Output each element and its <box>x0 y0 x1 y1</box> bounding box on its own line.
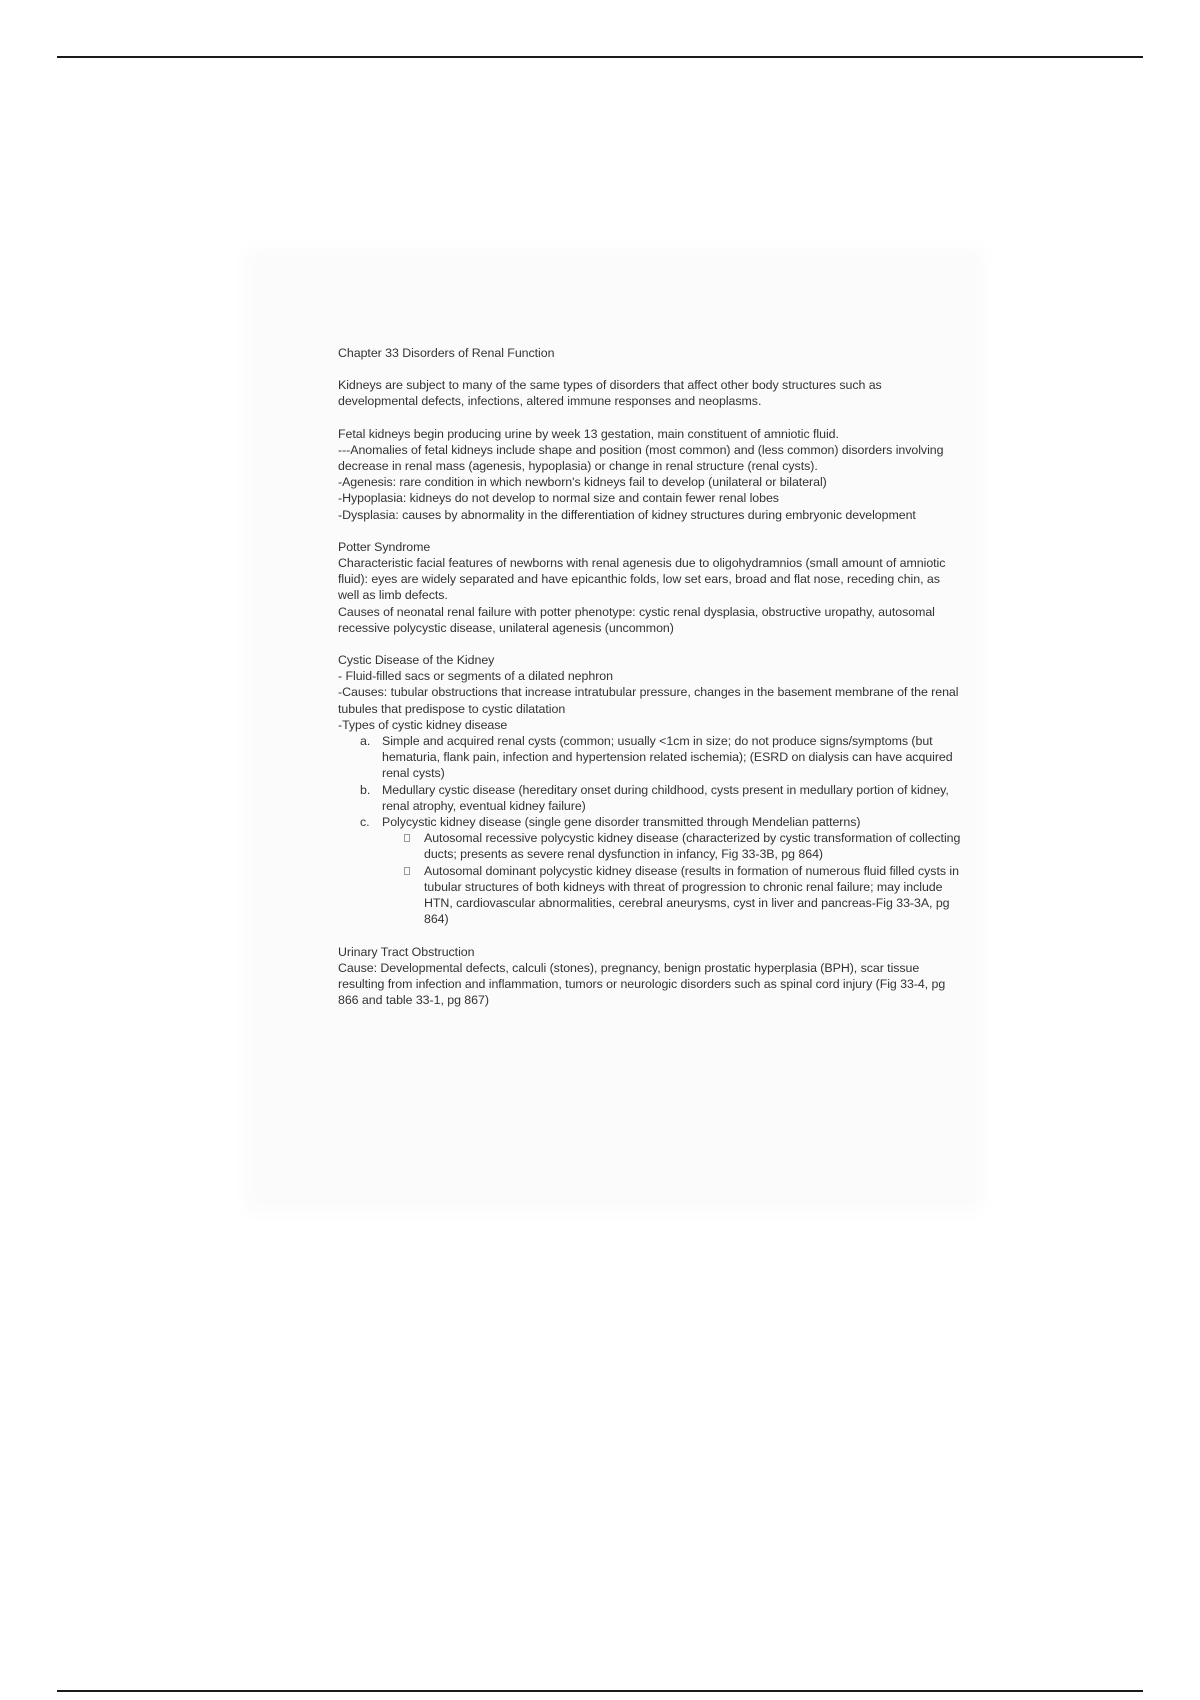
fetal-lead: Fetal kidneys begin producing urine by week 13 gestation, main constituent of amniotic fluid. <box>338 426 839 441</box>
polycystic-subtypes-list <box>382 830 963 927</box>
list-item-text: Simple and acquired renal cysts (common; usually <1cm in size; do not produce signs/symptoms (but hematuria, flank pain, infection and hypertension related ischemia); (ESRD on dialysis can have acquired renal cysts) <box>382 734 953 781</box>
hypoplasia-definition: -Hypoplasia: kidneys do not develop to normal size and contain fewer renal lobes <box>338 491 779 506</box>
obstruction-heading: Urinary Tract Obstruction <box>338 944 475 959</box>
cystic-types-list <box>338 733 963 927</box>
bottom-rule <box>57 1690 1143 1692</box>
fetal-anomalies: ---Anomalies of fetal kidneys include shape and position (most common) and (less common) disorders involving decrease in renal mass (agenesis, hypoplasia) or change in renal structure (renal cysts). <box>338 442 944 474</box>
list-item <box>382 830 963 862</box>
list-item-text: Medullary cystic disease (hereditary onset during childhood, cysts present in medullary portion of kidney, renal atrophy, eventual kidney failure) <box>382 782 949 813</box>
top-rule <box>57 56 1143 58</box>
list-item <box>338 782 963 814</box>
cystic-line-3: -Types of cystic kidney disease <box>338 717 508 732</box>
potter-causes: Causes of neonatal renal failure with potter phenotype: cystic renal dysplasia, obstructive uropathy, autosomal recessive polycystic disease, unilateral agenesis (uncommon) <box>338 604 935 635</box>
list-item <box>382 863 963 928</box>
intro-paragraph: Kidneys are subject to many of the same types of disorders that affect other body structures such as developmental defects, infections, altered immune responses and neoplasms. <box>338 378 882 409</box>
cystic-heading: Cystic Disease of the Kidney <box>338 653 495 668</box>
cystic-line-2: -Causes: tubular obstructions that increase intratubular pressure, changes in the basement membrane of the renal tubules that predispose to cystic dilatation <box>338 685 959 716</box>
potter-features: Characteristic facial features of newborns with renal agenesis due to oligohydramnios (small amount of amniotic fluid): eyes are widely separated and have epicanthic folds, low set ears, broad and flat nose, receding chin, as well as limb defects. <box>338 556 946 603</box>
list-marker: a. <box>360 734 371 749</box>
agenesis-definition: -Agenesis: rare condition in which newborn's kidneys fail to develop (unilateral or bilateral) <box>338 475 827 490</box>
chapter-title: Chapter 33 Disorders of Renal Function <box>338 346 555 360</box>
potter-heading: Potter Syndrome <box>338 539 431 554</box>
obstruction-cause: Cause: Developmental defects, calculi (stones), pregnancy, benign prostatic hyperplasia (BPH), scar tissue resulting from infection and inflammation, tumors or neurologic disorders such as spinal cord injury (Fig 33-4, pg 866 and table 33-1, pg 867) <box>338 960 946 1008</box>
square-bullet-icon <box>404 834 410 842</box>
list-item <box>338 733 963 782</box>
dysplasia-definition: -Dysplasia: causes by abnormality in the differentiation of kidney structures during embryonic development <box>338 507 916 522</box>
list-item <box>338 814 963 927</box>
square-bullet-icon <box>404 867 410 875</box>
list-marker: b. <box>360 782 371 797</box>
cystic-line-1: - Fluid-filled sacs or segments of a dilated nephron <box>338 669 613 684</box>
document-body <box>338 345 963 1008</box>
list-item-text: Polycystic kidney disease (single gene disorder transmitted through Mendelian patterns) <box>382 815 861 830</box>
list-marker: c. <box>360 815 370 830</box>
list-item-text: Autosomal dominant polycystic kidney disease (results in formation of numerous fluid filled cysts in tubular structures of both kidneys with threat of progression to chronic renal failure; may include HTN, cardiovascular abnormalities, cerebral aneurysms, cyst in liver and pancreas-Fig 33-3A, pg 864) <box>424 863 959 927</box>
list-item-text: Autosomal recessive polycystic kidney disease (characterized by cystic transformation of collecting ducts; presents as severe renal dysfunction in infancy, Fig 33-3B, pg 864) <box>424 831 961 862</box>
